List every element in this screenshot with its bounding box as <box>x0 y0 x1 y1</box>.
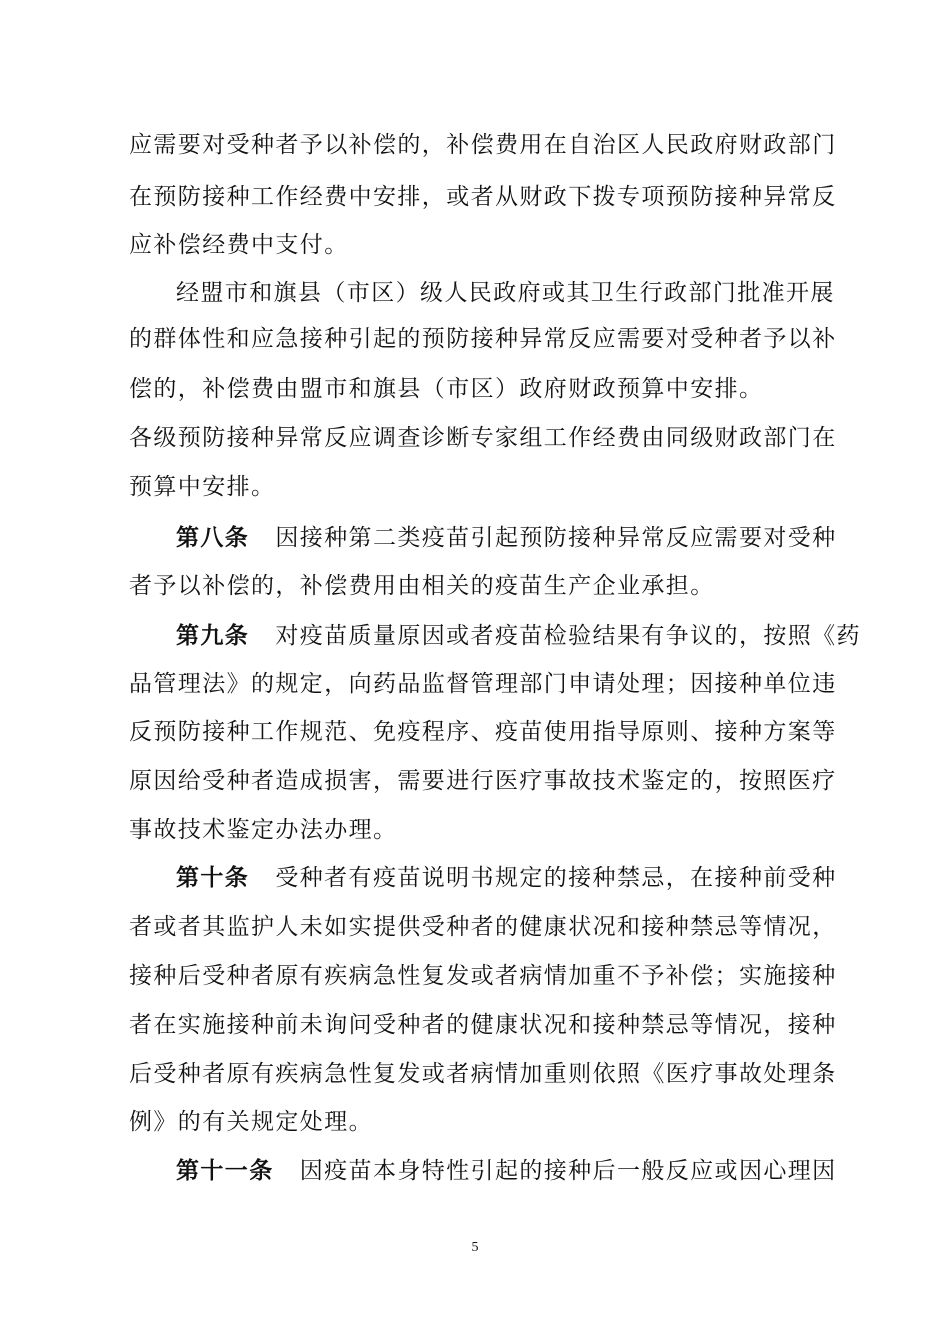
text-line: 例》的有关规定处理。 <box>129 1109 373 1135</box>
page-number: 5 <box>471 1240 479 1255</box>
text-line: 因疫苗本身特性引起的接种后一般反应或因心理因 <box>299 1158 837 1184</box>
text-line: 在预防接种工作经费中安排，或者从财政下拨专项预防接种异常反 <box>129 184 837 210</box>
text-line: 原因给受种者造成损害，需要进行医疗事故技术鉴定的，按照医疗 <box>129 768 837 794</box>
text-line: 预算中安排。 <box>129 474 276 500</box>
article-heading: 第九条 <box>176 622 250 649</box>
text-line: 受种者有疫苗说明书规定的接种禁忌，在接种前受种 <box>275 865 837 891</box>
text-line: 接种后受种者原有疾病急性复发或者病情加重不予补偿；实施接种 <box>129 963 837 989</box>
text-line: 反预防接种工作规范、免疫程序、疫苗使用指导原则、接种方案等 <box>129 719 837 745</box>
article-10 <box>176 862 876 894</box>
text-line: 各级预防接种异常反应调查诊断专家组工作经费由同级财政部门在 <box>129 425 837 451</box>
text-line: 应补偿经费中支付。 <box>129 232 349 258</box>
text-line: 因接种第二类疫苗引起预防接种异常反应需要对受种 <box>275 525 837 551</box>
text-line: 者或者其监护人未如实提供受种者的健康状况和接种禁忌等情况， <box>129 914 837 940</box>
text-line: 品管理法》的规定，向药品监督管理部门申请处理；因接种单位违 <box>129 671 837 697</box>
article-11 <box>176 1155 876 1187</box>
text-line: 经盟市和旗县（市区）级人民政府或其卫生行政部门批准开展 <box>176 280 835 306</box>
article-heading: 第十条 <box>176 864 250 891</box>
text-line: 偿的，补偿费由盟市和旗县（市区）政府财政预算中安排。 <box>129 376 764 402</box>
text-line: 应需要对受种者予以补偿的，补偿费用在自治区人民政府财政部门 <box>129 132 837 158</box>
article-heading: 第十一条 <box>176 1157 274 1184</box>
text-line: 后受种者原有疾病急性复发或者病情加重则依照《医疗事故处理条 <box>129 1061 837 1087</box>
text-line: 对疫苗质量原因或者疫苗检验结果有争议的，按照《药 <box>275 623 861 649</box>
article-9 <box>176 620 876 652</box>
text-line: 事故技术鉴定办法办理。 <box>129 817 398 843</box>
text-line: 的群体性和应急接种引起的预防接种异常反应需要对受种者予以补 <box>129 326 837 352</box>
article-heading: 第八条 <box>176 524 250 551</box>
text-line: 者予以补偿的，补偿费用由相关的疫苗生产企业承担。 <box>129 573 715 599</box>
article-8 <box>176 522 876 554</box>
text-line: 者在实施接种前未询问受种者的健康状况和接种禁忌等情况，接种 <box>129 1012 837 1038</box>
